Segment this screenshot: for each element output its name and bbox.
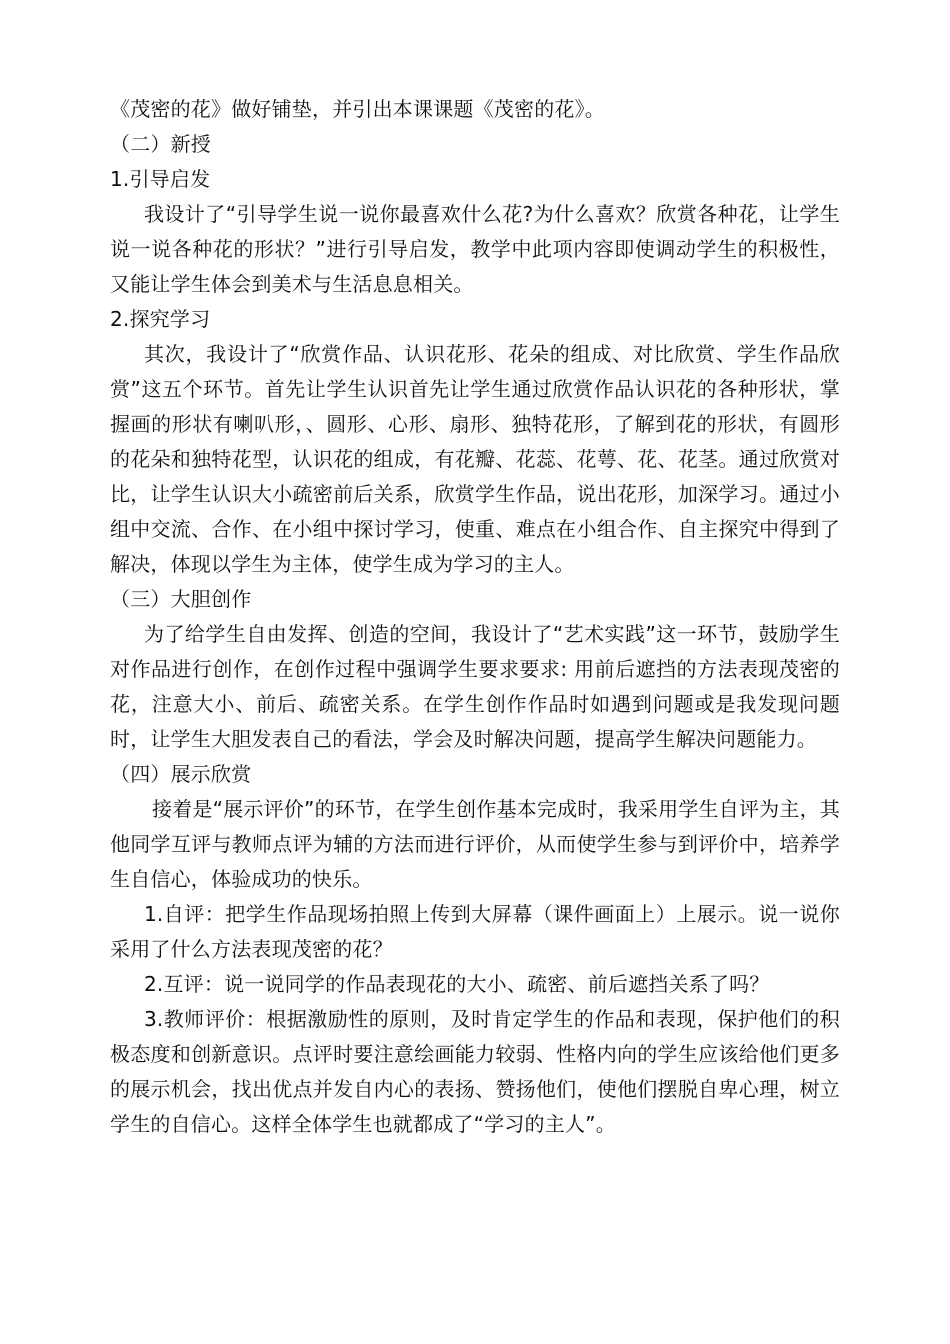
section-heading-creation: （三）大胆创作: [110, 587, 252, 611]
section-heading-new-lesson: （二）新授: [110, 132, 211, 156]
paragraph-teacher-evaluation: 3.教师评价：根据激励性的原则，及时肯定学生的作品和表现，保护他们的积极态度和创新意识。点评时要注意绘画能力较弱、性格内向的学生应该给他们更多的展示机会，找出优点并发自内心的表扬、赞扬他们，使他们摆脱自卑心理，树立学生的自信心。这样全体学生也就都成了“学习的主人”。: [110, 1007, 840, 1136]
subheading-exploration: 2.探究学习: [110, 307, 211, 331]
paragraph-intro-continuation: 《茂密的花》做好铺垫，并引出本课课题《茂密的花》。: [110, 97, 605, 121]
paragraph-peer-evaluation: 2.互评：说一说同学的作品表现花的大小、疏密、前后遮挡关系了吗？: [144, 972, 770, 996]
paragraph-self-evaluation: 1.自评：把学生作品现场拍照上传到大屏幕（课件画面上）上展示。说一说你采用了什么方法表现茂密的花？: [110, 902, 840, 961]
paragraph-exploration: 其次，我设计了“欣赏作品、认识花形、花朵的组成、对比欣赏、学生作品欣赏”这五个环节。首先让学生认识首先让学生通过欣赏作品认识花的各种形状，掌握画的形状有喇叭形，、圆形、心形、扇形、独特花形，了解到花的形状，有圆形的花朵和独特花型，认识花的组成，有花瓣、花蕊、花萼、花、花茎。通过欣赏对比，让学生认识大小疏密前后关系，欣赏学生作品，说出花形，加深学习。通过小组中交流、合作、在小组中探讨学习，使重、难点在小组合作、自主探究中得到了解决，体现以学生为主体，使学生成为学习的主人。: [110, 342, 840, 576]
paragraph-guidance: 我设计了“引导学生说一说你最喜欢什么花?为什么喜欢？欣赏各种花，让学生说一说各种花的形状？”进行引导启发，教学中此项内容即使调动学生的积极性，又能让学生体会到美术与生活息息相关。: [110, 202, 840, 296]
subheading-guidance: 1.引导启发: [110, 167, 211, 191]
document-body: [110, 92, 840, 1142]
section-heading-display: （四）展示欣赏: [110, 762, 252, 786]
paragraph-display: 接着是“展示评价”的环节，在学生创作基本完成时，我采用学生自评为主，其他同学互评与教师点评为辅的方法而进行评价，从而使学生参与到评价中，培养学生自信心，体验成功的快乐。: [110, 797, 840, 891]
paragraph-creation: 为了给学生自由发挥、创造的空间，我设计了“艺术实践”这一环节，鼓励学生对作品进行创作，在创作过程中强调学生要求要求: 用前后遮挡的方法表现茂密的花，注意大小、前后、疏密关系。在学生创作作品时如遇到问题或是我发现问题时，让学生大胆发表自己的看法，学会及时解决问题，提高学生解决问题能力。: [110, 622, 840, 751]
